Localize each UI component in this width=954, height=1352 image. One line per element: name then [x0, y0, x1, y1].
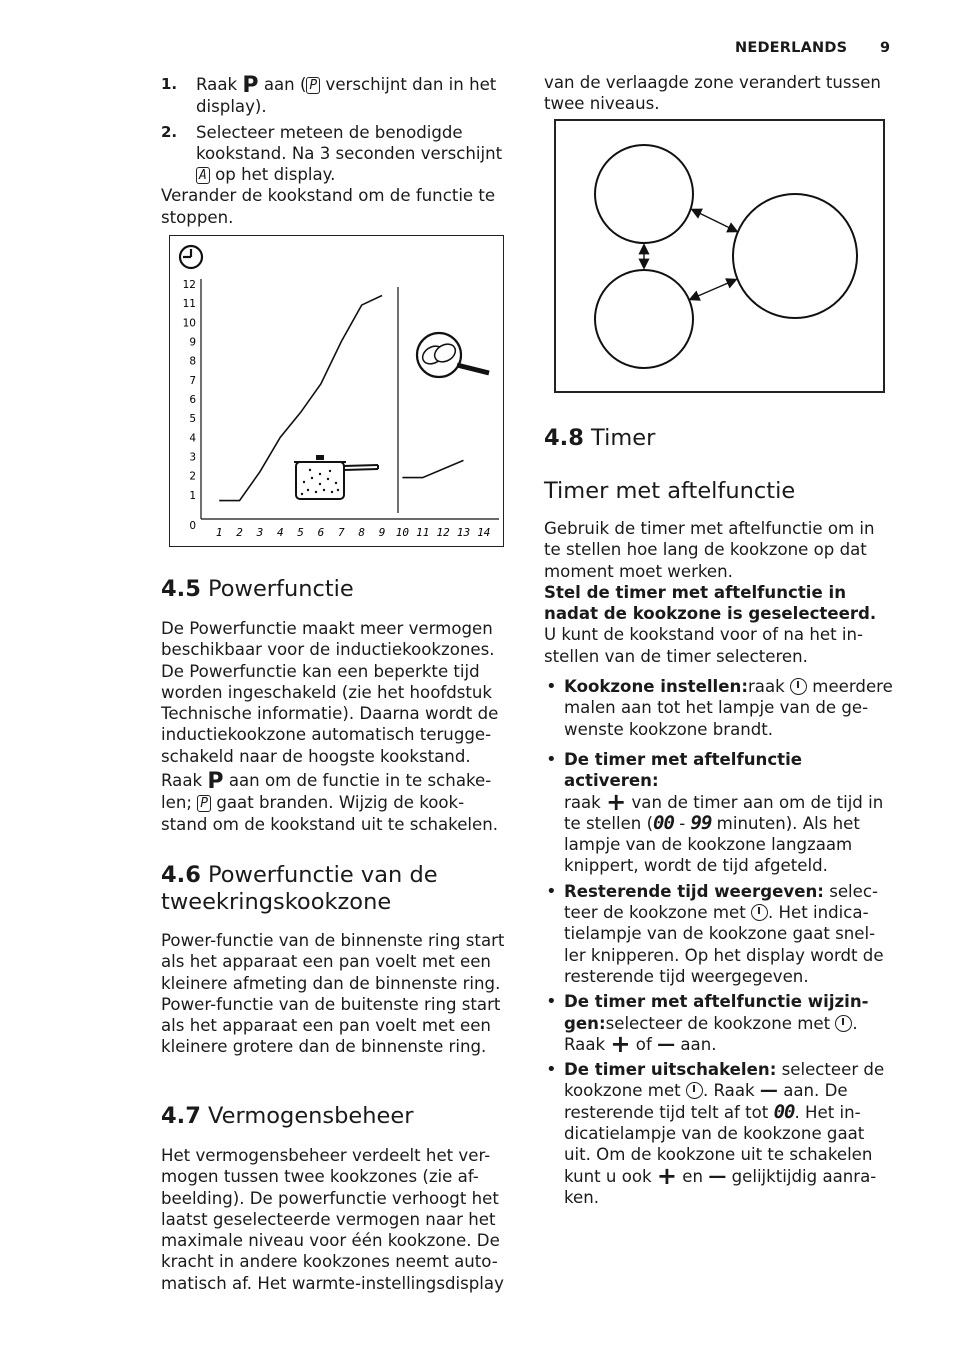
section-4-5-heading — [161, 576, 354, 603]
y-tick-label: 12 — [182, 279, 196, 291]
minus-icon: — — [657, 1033, 676, 1055]
timer-instructions — [544, 676, 896, 1208]
section-title: Timer — [591, 425, 656, 451]
section-4-5-body — [161, 618, 513, 835]
list-item — [544, 676, 896, 740]
step-text: Raak — [196, 75, 238, 94]
text: raak — [747, 677, 785, 697]
frying-pan-icon — [417, 333, 489, 377]
section-number: 4.5 — [161, 576, 201, 602]
power-management-diagram — [554, 119, 885, 393]
text: raak — [564, 792, 601, 812]
x-tick-label: 9 — [378, 526, 386, 539]
section-4-6-heading — [161, 862, 438, 916]
step-text: verschijnt dan in het display). — [196, 75, 497, 117]
x-tick-label: 10 — [395, 526, 410, 539]
step-text: Selecteer meteen de benodigde kookstand. Na 3 seconden verschijnt — [196, 122, 503, 163]
y-tick-label: 11 — [182, 298, 196, 311]
display-99: 99 — [690, 811, 712, 834]
text: selecteer de kookzone met — [605, 1013, 831, 1033]
text: aan. De resterende tijd telt af tot — [564, 1081, 848, 1122]
y-tick-label: 8 — [189, 355, 196, 368]
item-label: De timer met aftelfunctie wijzin-gen: — [564, 992, 869, 1033]
section-title: Powerfunctie van de — [208, 862, 438, 888]
section-number: 4.8 — [544, 425, 584, 451]
power-p-icon: P — [207, 769, 224, 795]
section-4-8-body — [544, 518, 896, 1208]
paragraph: Gebruik de timer met aftelfunctie om in te stellen hoe lang de kookzone op dat moment moet werken. — [544, 519, 875, 581]
text: meerdere malen aan tot het lampje van de ge-wenste kookzone brandt. — [564, 677, 893, 739]
step-1 — [161, 74, 516, 118]
section-4-7-heading — [161, 1103, 413, 1130]
y-tick-label: 7 — [189, 374, 196, 387]
section-4-6-body: Power-functie van de binnenste ring start als het apparaat een pan voelt met een kleinere afmeting dan de binnenste ring. Power-functie van de buitenste ring start als het apparaat een pan voelt met een kleinere grotere dan de binnenste ring. — [161, 931, 505, 1057]
step-text: aan ( — [263, 75, 307, 94]
x-tick-label: 5 — [297, 526, 304, 539]
clock-icon — [180, 246, 202, 268]
paragraph: De Powerfunctie maakt meer vermogen beschikbaar voor de inductiekookzones. De Powerfunctie kan een beperkte tijd worden ingeschakeld (zie het hoofdstuk Technische informatie). Daarna wordt de inductiekookzone automatisch terugge-schakeld naar de hoogste kookstand. — [161, 619, 499, 766]
power-p-icon: P — [242, 73, 259, 98]
display-p-symbol: P — [197, 795, 211, 812]
text: . Raak — [564, 1013, 858, 1054]
text: of — [635, 1034, 652, 1054]
display-p-symbol: P — [306, 77, 320, 94]
arrow-upper — [693, 210, 736, 231]
list-item — [544, 991, 896, 1058]
x-tick-label: 11 — [416, 526, 430, 539]
item-label: Resterende tijd weergeven: — [564, 881, 824, 901]
y-tick-label: 9 — [189, 336, 196, 349]
paragraph: U kunt de kookstand voor of na het in-stellen van de timer selecteren. — [544, 625, 863, 666]
display-00: 00 — [653, 811, 674, 834]
y-tick-label: 4 — [189, 432, 196, 445]
power-chart — [169, 235, 504, 547]
y-tick-label: 1 — [189, 489, 196, 502]
text: - — [679, 813, 686, 833]
list-item — [544, 881, 896, 987]
bold-note: Stel de timer met aftelfunctie in nadat de kookzone is geselecteerd. — [544, 582, 877, 624]
text: aan om de functie in te schake- — [228, 771, 492, 791]
section-4-8-heading — [544, 425, 655, 452]
arrow-lower — [691, 280, 735, 299]
section-title: Powerfunctie — [208, 576, 354, 602]
text: en — [682, 1166, 704, 1186]
step-number: 2. — [161, 122, 178, 141]
list-item — [544, 1059, 896, 1208]
section-number: 4.7 — [161, 1103, 201, 1129]
x-tick-label: 6 — [317, 526, 325, 539]
timer-icon — [790, 678, 807, 695]
step-2 — [161, 122, 516, 186]
x-tick-label: 8 — [358, 526, 365, 539]
timer-icon — [686, 1082, 703, 1099]
text: stand om de kookstand uit te schakelen. — [161, 814, 499, 834]
timer-icon — [835, 1015, 852, 1032]
cooking-zones-svg — [554, 119, 885, 393]
x-tick-label: 1 — [215, 526, 223, 539]
text: Raak — [161, 771, 203, 791]
display-a-symbol: A — [196, 167, 210, 184]
text: . Het in-dicatielampje van de kookzone gaat uit. Om de kookzone uit te schakelen kunt u ook — [564, 1102, 873, 1186]
item-label: Kookzone instellen: — [564, 677, 748, 697]
minus-icon: — — [759, 1080, 778, 1102]
cooking-zone-bottom-left — [595, 270, 693, 368]
x-tick-label: 3 — [256, 526, 264, 539]
x-tick-label: 4 — [276, 526, 284, 539]
x-tick-label: 14 — [477, 526, 491, 539]
text: van de timer aan om de tijd in te stellen ( — [564, 792, 884, 833]
section-title: Vermogensbeheer — [208, 1103, 414, 1129]
list-item — [544, 749, 896, 877]
y-tick-label: 0 — [189, 520, 196, 532]
text: len; — [161, 793, 192, 813]
x-tick-label: 12 — [436, 526, 450, 539]
step-number: 1. — [161, 75, 178, 93]
y-tick-label: 6 — [189, 394, 196, 406]
page-number: 9 — [880, 40, 891, 56]
stop-note: Verander de kookstand om de functie te stoppen. — [161, 186, 496, 227]
power-chart-frame — [169, 235, 504, 547]
cooking-zone-top-left — [595, 145, 693, 243]
plus-icon: + — [656, 1161, 678, 1190]
timer-subtitle: Timer met aftelfunctie — [544, 478, 796, 504]
timer-icon — [751, 904, 768, 921]
display-00: 00 — [773, 1100, 795, 1123]
plus-icon: + — [610, 1029, 631, 1058]
section-title: tweekringskookzone — [161, 889, 392, 915]
step-text: op het display. — [215, 165, 336, 185]
item-label: De timer uitschakelen: — [564, 1060, 777, 1080]
section-4-7-body: Het vermogensbeheer verdeelt het ver-mogen tussen twee kookzones (zie af-beelding). De powerfunctie verhoogt het laatst geselecteerde vermogen naar het maximale niveau voor één kookzone. De kracht in andere kookzones neemt auto-matisch af. Het warmte-instellingsdisplay — [161, 1146, 504, 1293]
header-language: NEDERLANDS — [735, 40, 848, 56]
item-label: De timer met aftelfunctie activeren: — [564, 749, 803, 791]
cooking-zone-right — [733, 194, 857, 318]
text: gaat branden. Wijzig de kook- — [216, 793, 465, 813]
x-tick-label: 2 — [236, 526, 243, 539]
section-number: 4.6 — [161, 862, 201, 888]
x-tick-label: 7 — [338, 526, 345, 539]
text: . Het indica-tielampje van de kookzone gaat snel-ler knipperen. Op het display wordt de resterende tijd weergegeven. — [564, 903, 884, 986]
series-line-2 — [402, 460, 463, 477]
section-4-7-continued: van de verlaagde zone verandert tussen twee niveaus. — [544, 73, 881, 114]
minus-icon: — — [708, 1165, 727, 1187]
text: aan. — [680, 1034, 717, 1054]
steps-list — [161, 74, 516, 228]
plus-icon: + — [606, 787, 627, 816]
text: selecteer de kookzone met — [564, 1060, 885, 1101]
text: . Raak — [702, 1081, 755, 1101]
text: selec-teer de kookzone met — [564, 881, 878, 923]
text: gelijktijdig aanra-ken. — [564, 1166, 877, 1207]
y-tick-label: 10 — [182, 317, 196, 330]
text: minuten). Als het lampje van de kookzone langzaam knippert, wordt de tijd afgeteld. — [564, 813, 860, 876]
y-tick-label: 2 — [189, 470, 196, 483]
paragraph — [161, 770, 513, 835]
x-tick-label: 13 — [456, 526, 471, 539]
y-tick-label: 3 — [189, 451, 196, 464]
y-tick-label: 5 — [189, 413, 196, 426]
pot-icon — [294, 455, 378, 499]
